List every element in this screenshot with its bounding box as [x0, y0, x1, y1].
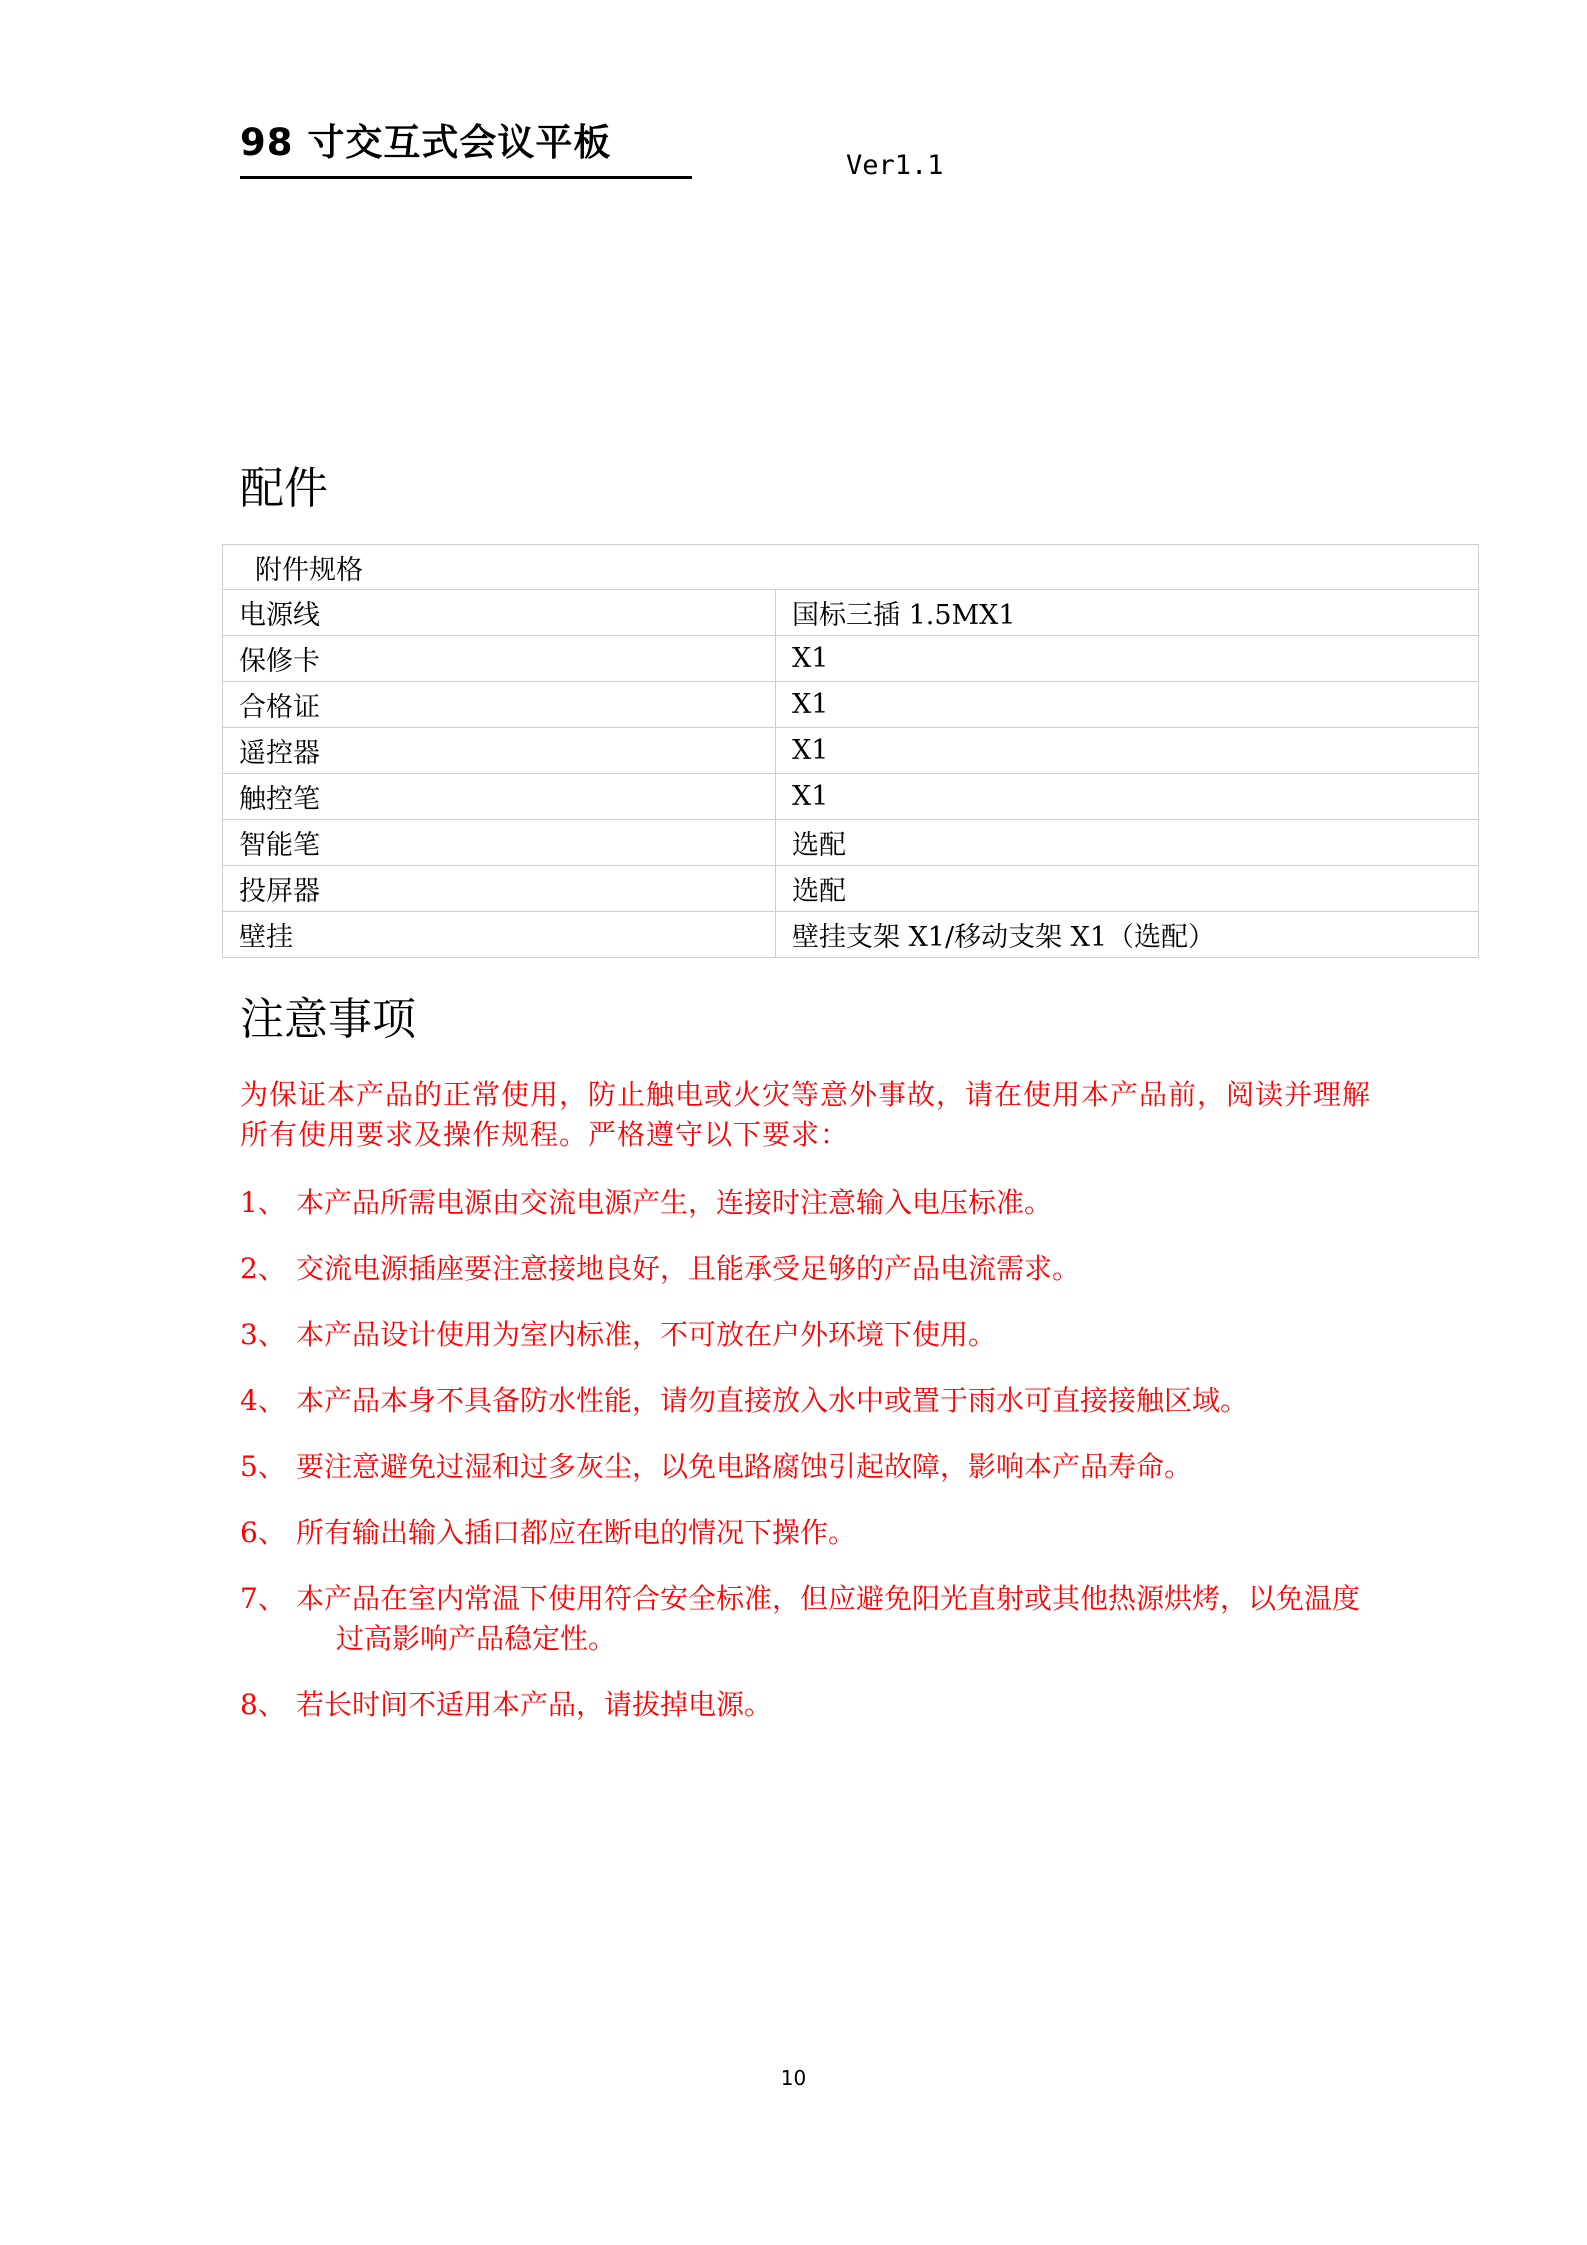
list-item — [240, 1183, 1390, 1223]
list-item-text: 所有输出输入插口都应在断电的情况下操作。 — [296, 1516, 857, 1549]
notes-intro: 为保证本产品的正常使用，防止触电或火灾等意外事故，请在使用本产品前，阅读并理解所有使用要求及操作规程。严格遵守以下要求： — [240, 1078, 1372, 1151]
item-cell: 电源线 — [223, 590, 776, 636]
spec-cell: X1 — [776, 728, 1479, 774]
list-item-number: 7、 — [240, 1582, 286, 1615]
title-underline — [240, 176, 692, 179]
spec-cell: 选配 — [776, 820, 1479, 866]
notes-heading: 注意事项 — [240, 994, 416, 1045]
spec-cell: X1 — [776, 774, 1479, 820]
list-item-text: 交流电源插座要注意接地良好，且能承受足够的产品电流需求。 — [296, 1252, 1081, 1285]
list-item — [240, 1685, 1390, 1725]
list-item-text: 本产品所需电源由交流电源产生，连接时注意输入电压标准。 — [296, 1186, 1053, 1219]
list-item-text: 本产品在室内常温下使用符合安全标准，但应避免阳光直射或其他热源烘烤，以免温度 — [296, 1582, 1361, 1615]
spec-cell: 选配 — [776, 866, 1479, 912]
list-item-text: 要注意避免过湿和过多灰尘，以免电路腐蚀引起故障，影响本产品寿命。 — [296, 1450, 1193, 1483]
list-item — [240, 1447, 1390, 1487]
accessories-heading: 配件 — [240, 463, 328, 514]
item-cell: 壁挂 — [223, 912, 776, 958]
table-row — [223, 866, 1479, 912]
item-cell: 投屏器 — [223, 866, 776, 912]
spec-cell: X1 — [776, 682, 1479, 728]
spec-cell: 国标三插 1.5MX1 — [776, 590, 1479, 636]
table-row — [223, 728, 1479, 774]
list-item — [240, 1579, 1390, 1659]
accessories-table — [222, 544, 1479, 958]
list-item — [240, 1513, 1390, 1553]
list-item-number: 4、 — [240, 1384, 286, 1417]
page-number: 10 — [780, 2066, 807, 2090]
list-item-number: 2、 — [240, 1252, 286, 1285]
table-row — [223, 590, 1479, 636]
spec-cell: 壁挂支架 X1/移动支架 X1（选配） — [776, 912, 1479, 958]
list-item-text: 本产品设计使用为室内标准，不可放在户外环境下使用。 — [296, 1318, 997, 1351]
list-item-text-wrapper — [296, 1579, 1390, 1659]
list-item-number: 8、 — [240, 1688, 286, 1721]
list-item — [240, 1315, 1390, 1355]
list-item-number: 3、 — [240, 1318, 286, 1351]
table-row — [223, 636, 1479, 682]
list-item — [240, 1381, 1390, 1421]
item-cell: 保修卡 — [223, 636, 776, 682]
item-cell: 触控笔 — [223, 774, 776, 820]
list-item-text: 本产品本身不具备防水性能，请勿直接放入水中或置于雨水可直接接触区域。 — [296, 1384, 1249, 1417]
list-item-text-continuation: 过高影响产品稳定性。 — [336, 1622, 617, 1655]
list-item — [240, 1249, 1390, 1289]
item-cell: 合格证 — [223, 682, 776, 728]
table-row — [223, 912, 1479, 958]
list-item-number: 5、 — [240, 1450, 286, 1483]
list-item-number: 1、 — [240, 1186, 286, 1219]
table-row — [223, 682, 1479, 728]
list-item-number: 6、 — [240, 1516, 286, 1549]
notes-section — [240, 1075, 1390, 1751]
table-header-cell: 附件规格 — [223, 545, 1479, 590]
version-label: Ver1.1 — [846, 150, 944, 181]
document-title: 98 寸交互式会议平板 — [240, 121, 612, 164]
table-row — [223, 820, 1479, 866]
item-cell: 智能笔 — [223, 820, 776, 866]
list-item-text: 若长时间不适用本产品，请拔掉电源。 — [296, 1688, 773, 1721]
table-row — [223, 774, 1479, 820]
spec-cell: X1 — [776, 636, 1479, 682]
table-header-row — [223, 545, 1479, 590]
item-cell: 遥控器 — [223, 728, 776, 774]
